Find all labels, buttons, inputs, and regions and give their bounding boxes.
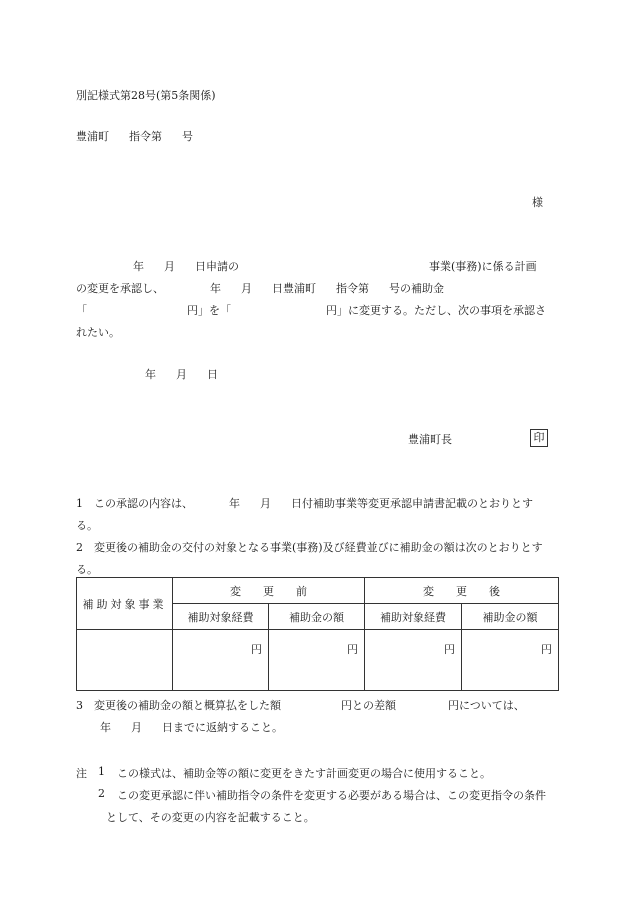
date-tsuki: 月 [241,282,252,295]
body-line-4: れたい。 [76,326,120,339]
date-tsuki: 月 [260,497,271,510]
item1-rest: 日付補助事業等変更承認申請書記載のとおりとす [291,497,533,510]
line2-start: の変更を承認し、 [76,282,164,295]
go-hojokin-text: 号の補助金 [389,282,444,295]
item-1-continued: る。 [76,519,98,532]
note-1-number: 1 [98,765,105,778]
yen-cell: 円 [173,630,269,691]
item3-hi-rest: 日までに返納すること。 [162,721,283,734]
date-hi-town: 日豊浦町 [272,282,316,295]
sub-header: 補助金の額 [462,604,559,630]
project-cell [77,630,173,691]
item-3-continued [100,719,283,735]
item-3 [76,697,525,713]
document-number [76,128,193,144]
note-label: 注 [76,767,87,780]
date-nen: 年 [133,260,144,273]
sub-header: 補助対象経費 [365,604,462,630]
sub-header: 補助金の額 [269,604,365,630]
doc-go: 号 [182,130,193,143]
date-line [145,366,218,382]
open-bracket: 「 [76,304,87,317]
before-header: 変 更 前 [173,578,365,604]
date-nen: 年 [100,721,111,734]
signer-title: 豊浦町長 [408,433,452,446]
item-2-continued: る。 [76,563,98,576]
row-header-cell: 補助対象事業 [77,578,173,630]
after-header: 変 更 後 [365,578,559,604]
doc-shirei: 指令第 [129,130,162,143]
date-hi-shinsei: 日申請の [195,260,239,273]
doc-town: 豊浦町 [76,130,109,143]
item3-yen-tsuite: 円については、 [448,699,525,712]
item3-lead: 3 変更後の補助金の額と概算払をした額 [76,699,281,712]
body-line-1 [133,258,537,274]
body-line-3 [76,302,546,318]
date-nen: 年 [210,282,221,295]
date-nen: 年 [229,497,240,510]
note-1-text: この様式は、補助金等の額に変更をきたす計画変更の場合に使用すること。 [117,767,491,780]
date-hi: 日 [207,368,218,381]
item-1 [76,495,533,511]
item-2: 2 変更後の補助金の交付の対象となる事業(事務)及び経費並びに補助金の額は次のとおりとす [76,541,543,554]
seal-stamp: 印 [530,429,548,447]
date-tsuki: 月 [176,368,187,381]
note-2-text: この変更承認に伴い補助指令の条件を変更する必要がある場合は、この変更指令の条件 [117,789,546,802]
yen-change-text: 円」に変更する。ただし、次の事項を承認さ [326,304,546,317]
item3-diff: 円との差額 [341,699,396,712]
shirei-text: 指令第 [336,282,369,295]
sub-header: 補助対象経費 [173,604,269,630]
yen-cell: 円 [365,630,462,691]
yen-cell: 円 [269,630,365,691]
yen-wo-text: 円」を「 [187,304,231,317]
subsidy-table [76,577,559,691]
body-line-2 [76,280,444,296]
date-nen: 年 [145,368,156,381]
yen-cell: 円 [462,630,559,691]
form-label: 別記様式第28号(第5条関係) [76,89,216,102]
item1-lead: 1 この承認の内容は、 [76,497,193,510]
note-2-continued: として、その変更の内容を記載すること。 [106,811,315,824]
note-2-number: 2 [98,787,105,800]
date-tsuki: 月 [164,260,175,273]
jigyo-text: 事業(事務)に係る計画 [429,260,537,273]
addressee-sama: 様 [532,196,543,209]
date-tsuki: 月 [131,721,142,734]
